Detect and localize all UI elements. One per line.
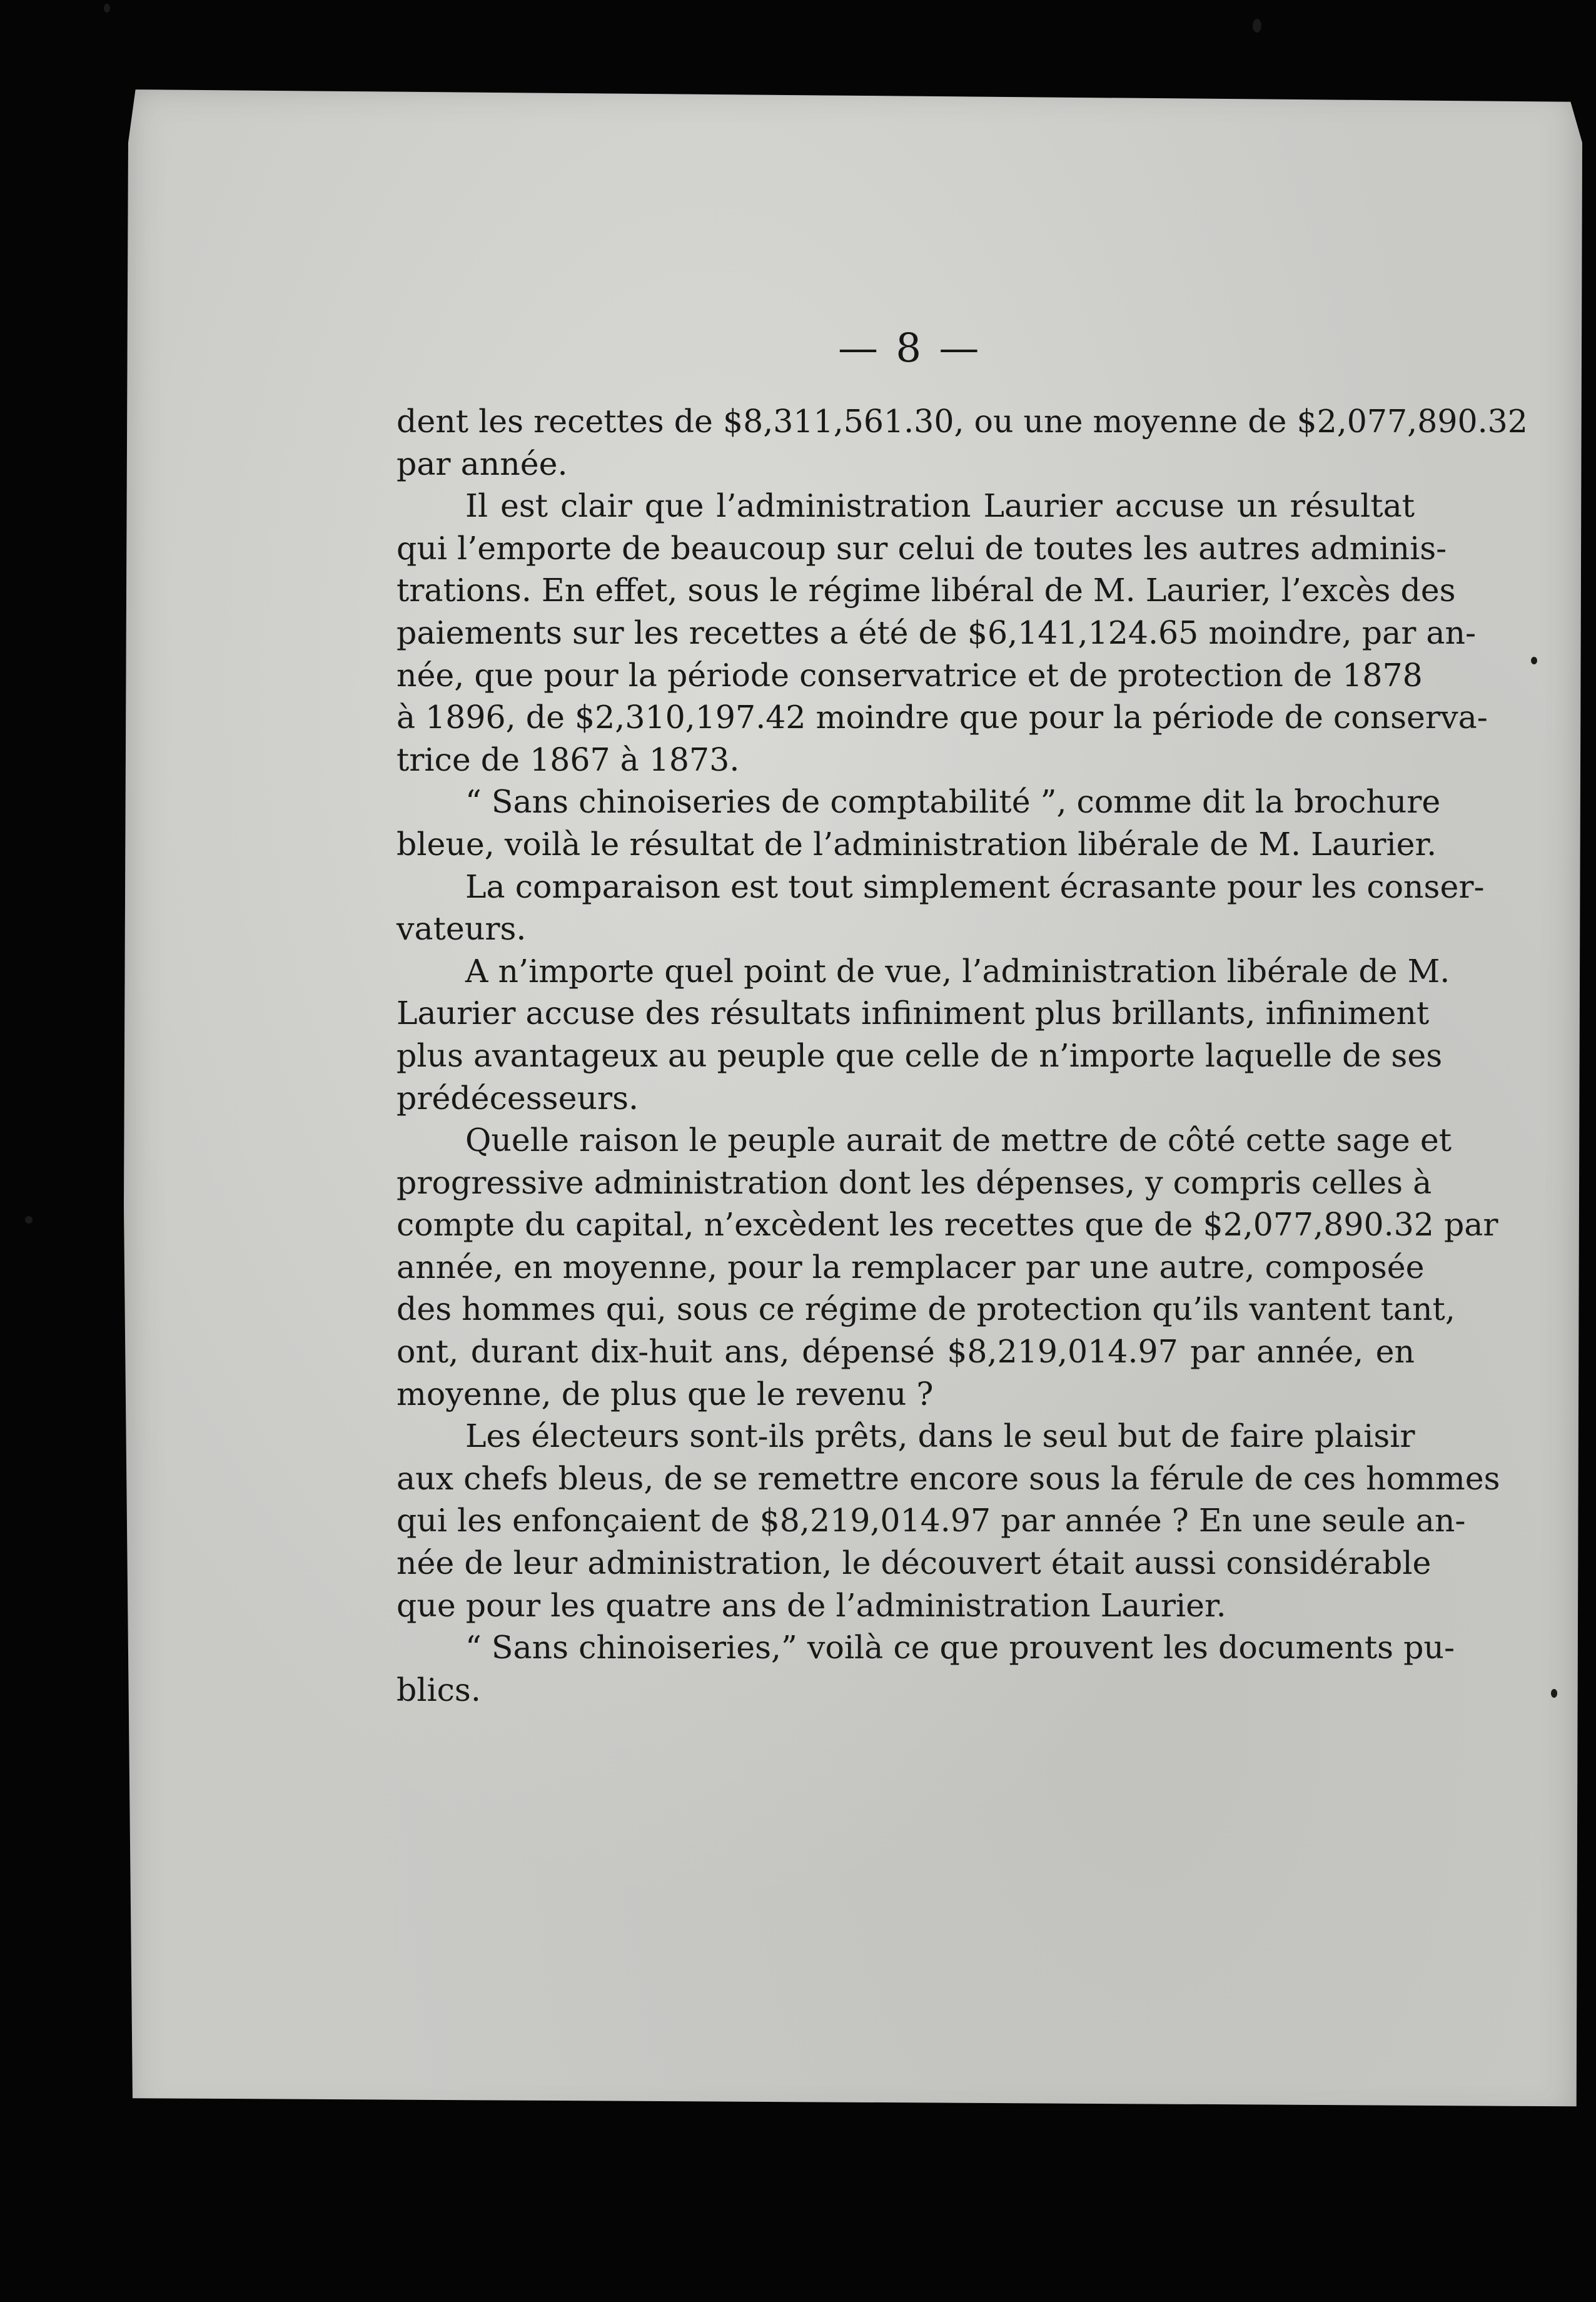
text-line: des hommes qui, sous ce régime de protection qu’ils vantent tant, [396,1290,1455,1328]
text-line: née, que pour la période conservatrice et de protection de 1878 [396,656,1423,694]
text-line: A n’importe quel point de vue, l’administration libérale de M. [465,952,1450,990]
text-line: Quelle raison le peuple aurait de mettre de côté cette sage et [465,1122,1452,1159]
text-line: progressive administration dont les dépenses, y compris celles à [396,1164,1432,1201]
text-line: qui l’emporte de beaucoup sur celui de toutes les autres adminis- [396,529,1447,567]
text-line: plus avantageux au peuple que celle de n’importe laquelle de ses [396,1037,1443,1074]
text-line: ont, durant dix-huit ans, dépensé $8,219,014.97 par année, en [396,1333,1415,1371]
text-line: moyenne, de plus que le revenu ? [396,1375,934,1412]
text-line: La comparaison est tout simplement écrasante pour les conser- [465,868,1485,905]
text-line: qui les enfonçaient de $8,219,014.97 par année ? En une seule an- [396,1502,1466,1539]
body-text [396,400,1528,1711]
dust-speck [1531,657,1537,664]
text-line: Les électeurs sont-ils prêts, dans le seul but de faire plaisir [465,1417,1415,1455]
text-line: vateurs. [396,910,527,948]
dust-speck [104,4,110,13]
text-line: Laurier accuse des résultats infiniment plus brillants, infiniment [396,995,1430,1032]
text-line: année, en moyenne, pour la remplacer par une autre, composée [396,1248,1425,1285]
page-number: — 8 — [838,325,982,372]
dust-speck [1253,19,1261,33]
text-line: paiements sur les recettes a été de $6,141,124.65 moindre, par an- [396,614,1477,651]
text-line: prédécesseurs. [396,1079,639,1117]
text-line: “ Sans chinoiseries de comptabilité ”, comme dit la brochure [465,783,1441,821]
text-line: “ Sans chinoiseries,” voilà ce que prouvent les documents pu- [465,1629,1455,1666]
text-line: dent les recettes de $8,311,561.30, ou une moyenne de $2,077,890.32 [396,403,1528,440]
text-line: aux chefs bleus, de se remettre encore sous la férule de ces hommes [396,1459,1500,1497]
text-line: que pour les quatre ans de l’administration Laurier. [396,1586,1226,1624]
text-line: née de leur administration, le découvert était aussi considérable [396,1544,1432,1582]
dust-speck [25,1216,33,1224]
text-line: à 1896, de $2,310,197.42 moindre que pour la période de conserva- [396,699,1488,736]
dust-speck [1551,1689,1557,1698]
text-line: trice de 1867 à 1873. [396,741,740,778]
text-line: blics. [396,1671,481,1708]
text-line: bleue, voilà le résultat de l’administration libérale de M. Laurier. [396,825,1437,863]
text-line: compte du capital, n’excèdent les recettes que de $2,077,890.32 par [396,1206,1498,1244]
text-line: par année. [396,445,568,482]
text-line: trations. En effet, sous le régime libéral de M. Laurier, l’excès des [396,572,1456,609]
text-line: Il est clair que l’administration Laurier accuse un résultat [465,487,1415,525]
